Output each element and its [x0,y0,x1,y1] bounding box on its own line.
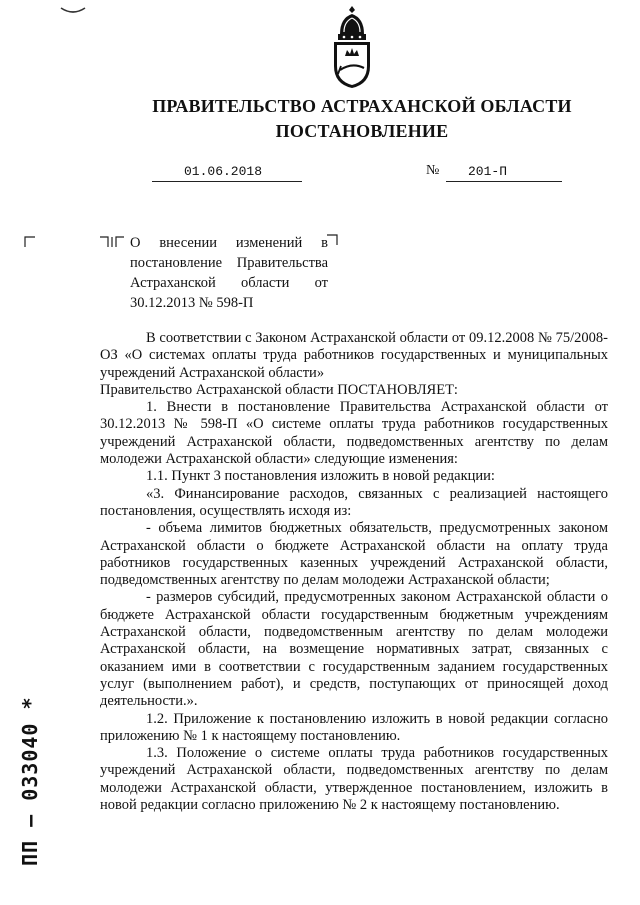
body-paragraph: - объема лимитов бюджетных обязательств, предусмотренных законом Астраханской области о бюджете Астраханской области на оплату труда работников государственных казенных учреждений Астраханской области, подведомственных агентству по делам молодежи Астраханской области; [100,520,608,589]
coat-of-arms-icon [326,4,378,90]
body-paragraph: «3. Финансирование расходов, связанных с реализацией настоящего постановления, осуществлять исходя из: [100,485,608,519]
body-paragraph: 1. Внести в постановление Правительства Астраханской области от 30.12.2013 № 598-П «О системе оплаты труда работников государственных учреждений Астраханской области, подведомственных агентству по делам молодежи Астраханской области» следующие изменения: [100,399,608,468]
document-body [100,330,608,814]
body-paragraph: 1.3. Положение о системе оплаты труда работников государственных учреждений Астраханской области, подведомственных агентству по делам молодежи Астраханской области, утвержденное постановлением, изложить в новой редакции согласно приложению № 2 к настоящему постановлению. [100,745,608,814]
document-type: ПОСТАНОВЛЕНИЕ [275,121,449,141]
side-stamp-text: ПП – 033040 * [18,696,42,866]
bracket-mark [96,236,128,248]
body-paragraph: В соответствии с Законом Астраханской области от 09.12.2008 № 75/2008-ОЗ «О системах оплаты труда работников государственных и муниципальных учреждений Астраханской области» [100,330,608,381]
body-paragraph: - размеров субсидий, предусмотренных законом Астраханской области о бюджете Астраханской области государственным бюджетным учреждениям Астраханской области, подведомственным агентству по делам молодежи Астраханской области, на возмещение нормативных затрат, связанных с оказанием ими в соответствии с государственным заданием государственных услуг (выполнением работ), и средств, поступающих от приносящей доход деятельности.». [100,589,608,710]
bracket-mark [24,236,36,248]
body-paragraph: Правительство Астраханской области ПОСТАНОВЛЯЕТ: [100,381,458,398]
body-paragraph: 1.2. Приложение к постановлению изложить в новой редакции согласно приложению № 1 к настоящему постановлению. [100,710,608,744]
corner-mark [60,6,86,16]
document-subject: О внесении изменений в постановление Правительства Астраханской области от 30.12.2013 № 598-П [130,235,328,311]
government-title: ПРАВИТЕЛЬСТВО АСТРАХАНСКОЙ ОБЛАСТИ [152,96,572,116]
document-number: 201-П [468,164,508,179]
body-paragraph: 1.1. Пункт 3 постановления изложить в новой редакции: [146,468,495,485]
document-date: 01.06.2018 [184,164,263,179]
number-sign: № [426,163,440,178]
date-underline [152,181,302,182]
number-underline [446,181,562,182]
side-stamp [10,690,50,870]
